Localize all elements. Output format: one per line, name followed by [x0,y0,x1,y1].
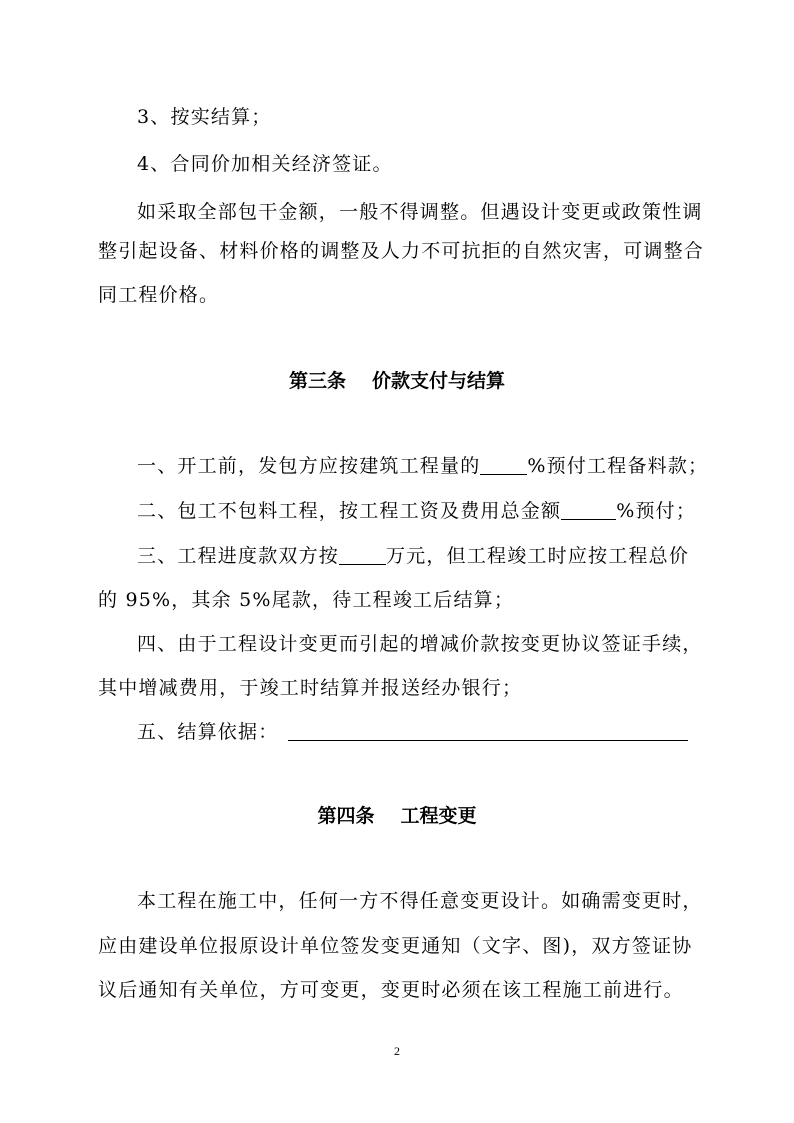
item-text: 三、工程进度款双方按 [137,545,340,567]
payment-item-1 [137,453,794,479]
payment-item-4-cont: 其中增减费用，于竣工时结算并报送经办银行； [98,677,523,699]
paragraph-line: 应由建设单位报原设计单位签发变更通知（文字、图)，双方签证协 [98,935,693,957]
payment-item-3-cont: 的 95%，其余 5%尾款，待工程竣工后结算； [98,589,515,611]
clause-item-3: 3、按实结算； [137,106,272,128]
paragraph-line: 本工程在施工中，任何一方不得任意变更设计。如确需变更时， [137,890,703,912]
payment-item-3 [137,543,794,569]
payment-item-4: 四、由于工程设计变更而引起的增减价款按变更协议签证手续， [137,633,703,655]
article-title: 工程变更 [400,805,477,827]
page-number: 2 [394,1044,400,1058]
item-text: 二、包工不包料工程，按工程工资及费用总金额 [137,500,562,522]
article-title: 价款支付与结算 [372,370,506,392]
item-text: %预付工程备料款； [527,455,709,477]
item-text: 一、开工前，发包方应按建筑工程量的 [137,455,481,477]
article-4-heading [0,803,794,829]
paragraph-line: 如采取全部包干金额，一般不得调整。但遇设计变更或政策性调 [137,201,703,223]
article-3-heading [0,368,794,394]
paragraph-line: 议后通知有关单位，方可变更，变更时必须在该工程施工前进行。 [98,979,684,1001]
paragraph-line: 同工程价格。 [98,284,220,306]
article-number: 第四条 [317,805,375,827]
payment-item-5 [137,719,794,745]
item-text: %预付； [616,500,697,522]
fill-in-blank[interactable] [480,455,527,475]
item-text: 万元，但工程竣工时应按工程总价 [386,545,690,567]
article-number: 第三条 [288,370,346,392]
settlement-basis-blank[interactable] [288,721,688,741]
payment-item-2 [137,498,794,524]
clause-item-4: 4、合同价加相关经济签证。 [137,153,393,175]
paragraph-line: 整引起设备、材料价格的调整及人力不可抗拒的自然灾害，可调整合 [98,240,705,262]
item-text: 五、结算依据： [137,721,279,743]
fill-in-blank[interactable] [561,500,616,520]
fill-in-blank[interactable] [339,545,386,565]
